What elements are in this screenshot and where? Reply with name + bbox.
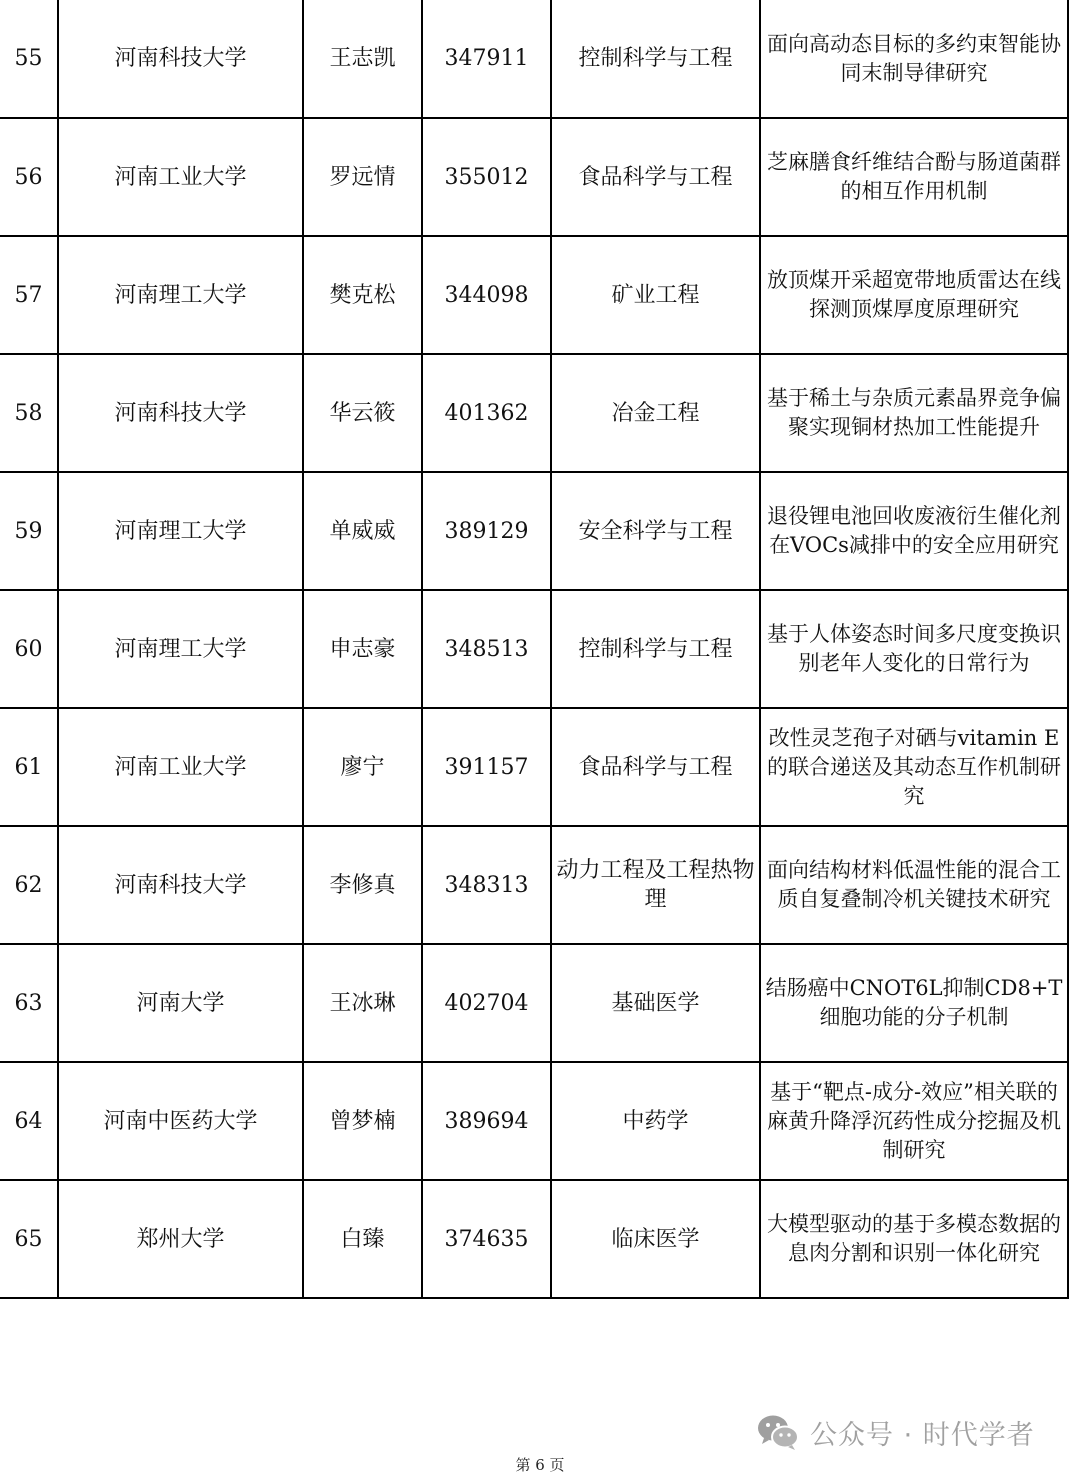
cell-id: 402704 xyxy=(422,944,551,1062)
cell-project-title: 结肠癌中CNOT6L抑制CD8+T细胞功能的分子机制 xyxy=(760,944,1068,1062)
cell-index: 65 xyxy=(0,1180,58,1298)
cell-name: 罗远情 xyxy=(303,118,422,236)
cell-project-title: 芝麻膳食纤维结合酚与肠道菌群的相互作用机制 xyxy=(760,118,1068,236)
cell-university: 河南理工大学 xyxy=(58,236,303,354)
cell-name: 樊克松 xyxy=(303,236,422,354)
cell-index: 64 xyxy=(0,1062,58,1180)
cell-university: 郑州大学 xyxy=(58,1180,303,1298)
cell-university: 河南理工大学 xyxy=(58,590,303,708)
cell-project-title: 退役锂电池回收废液衍生催化剂在VOCs减排中的安全应用研究 xyxy=(760,472,1068,590)
cell-discipline: 冶金工程 xyxy=(551,354,760,472)
cell-index: 59 xyxy=(0,472,58,590)
cell-id: 401362 xyxy=(422,354,551,472)
cell-name: 李修真 xyxy=(303,826,422,944)
cell-name: 廖宁 xyxy=(303,708,422,826)
table-row xyxy=(0,118,1068,236)
cell-university: 河南工业大学 xyxy=(58,708,303,826)
cell-university: 河南科技大学 xyxy=(58,0,303,118)
cell-name: 白臻 xyxy=(303,1180,422,1298)
cell-university: 河南科技大学 xyxy=(58,826,303,944)
table-row xyxy=(0,1062,1068,1180)
cell-discipline: 安全科学与工程 xyxy=(551,472,760,590)
cell-discipline: 动力工程及工程热物理 xyxy=(551,826,760,944)
cell-project-title: 大模型驱动的基于多模态数据的息肉分割和识别一体化研究 xyxy=(760,1180,1068,1298)
cell-university: 河南中医药大学 xyxy=(58,1062,303,1180)
watermark xyxy=(756,1410,1035,1454)
wechat-icon xyxy=(756,1413,800,1451)
cell-university: 河南科技大学 xyxy=(58,354,303,472)
cell-id: 391157 xyxy=(422,708,551,826)
cell-index: 57 xyxy=(0,236,58,354)
cell-name: 曾梦楠 xyxy=(303,1062,422,1180)
table-row xyxy=(0,354,1068,472)
cell-id: 389129 xyxy=(422,472,551,590)
cell-discipline: 食品科学与工程 xyxy=(551,118,760,236)
cell-name: 申志豪 xyxy=(303,590,422,708)
cell-id: 389694 xyxy=(422,1062,551,1180)
cell-project-title: 面向高动态目标的多约束智能协同末制导律研究 xyxy=(760,0,1068,118)
table-row xyxy=(0,708,1068,826)
cell-index: 62 xyxy=(0,826,58,944)
cell-name: 单威威 xyxy=(303,472,422,590)
cell-university: 河南工业大学 xyxy=(58,118,303,236)
cell-discipline: 矿业工程 xyxy=(551,236,760,354)
cell-id: 344098 xyxy=(422,236,551,354)
table-row xyxy=(0,1180,1068,1298)
table-row xyxy=(0,0,1068,118)
table-row xyxy=(0,590,1068,708)
cell-project-title: 基于“靶点-成分-效应”相关联的麻黄升降浮沉药性成分挖掘及机制研究 xyxy=(760,1062,1068,1180)
cell-name: 华云筱 xyxy=(303,354,422,472)
cell-university: 河南理工大学 xyxy=(58,472,303,590)
cell-name: 王志凯 xyxy=(303,0,422,118)
cell-id: 355012 xyxy=(422,118,551,236)
cell-id: 374635 xyxy=(422,1180,551,1298)
cell-project-title: 面向结构材料低温性能的混合工质自复叠制冷机关键技术研究 xyxy=(760,826,1068,944)
cell-discipline: 中药学 xyxy=(551,1062,760,1180)
cell-index: 60 xyxy=(0,590,58,708)
cell-index: 56 xyxy=(0,118,58,236)
page-number: 第 6 页 xyxy=(515,1456,565,1474)
cell-discipline: 临床医学 xyxy=(551,1180,760,1298)
cell-project-title: 基于稀土与杂质元素晶界竞争偏聚实现铜材热加工性能提升 xyxy=(760,354,1068,472)
cell-project-title: 基于人体姿态时间多尺度变换识别老年人变化的日常行为 xyxy=(760,590,1068,708)
cell-discipline: 控制科学与工程 xyxy=(551,0,760,118)
cell-discipline: 基础医学 xyxy=(551,944,760,1062)
cell-index: 58 xyxy=(0,354,58,472)
cell-index: 55 xyxy=(0,0,58,118)
cell-project-title: 放顶煤开采超宽带地质雷达在线探测顶煤厚度原理研究 xyxy=(760,236,1068,354)
cell-id: 347911 xyxy=(422,0,551,118)
cell-name: 王冰琳 xyxy=(303,944,422,1062)
table-row xyxy=(0,944,1068,1062)
table-row xyxy=(0,236,1068,354)
cell-project-title: 改性灵芝孢子对硒与vitamin E的联合递送及其动态互作机制研究 xyxy=(760,708,1068,826)
table-row xyxy=(0,472,1068,590)
cell-discipline: 控制科学与工程 xyxy=(551,590,760,708)
cell-id: 348513 xyxy=(422,590,551,708)
cell-index: 63 xyxy=(0,944,58,1062)
table-row xyxy=(0,826,1068,944)
watermark-text: 公众号 · 时代学者 xyxy=(810,1419,1035,1451)
cell-index: 61 xyxy=(0,708,58,826)
cell-university: 河南大学 xyxy=(58,944,303,1062)
cell-id: 348313 xyxy=(422,826,551,944)
cell-discipline: 食品科学与工程 xyxy=(551,708,760,826)
